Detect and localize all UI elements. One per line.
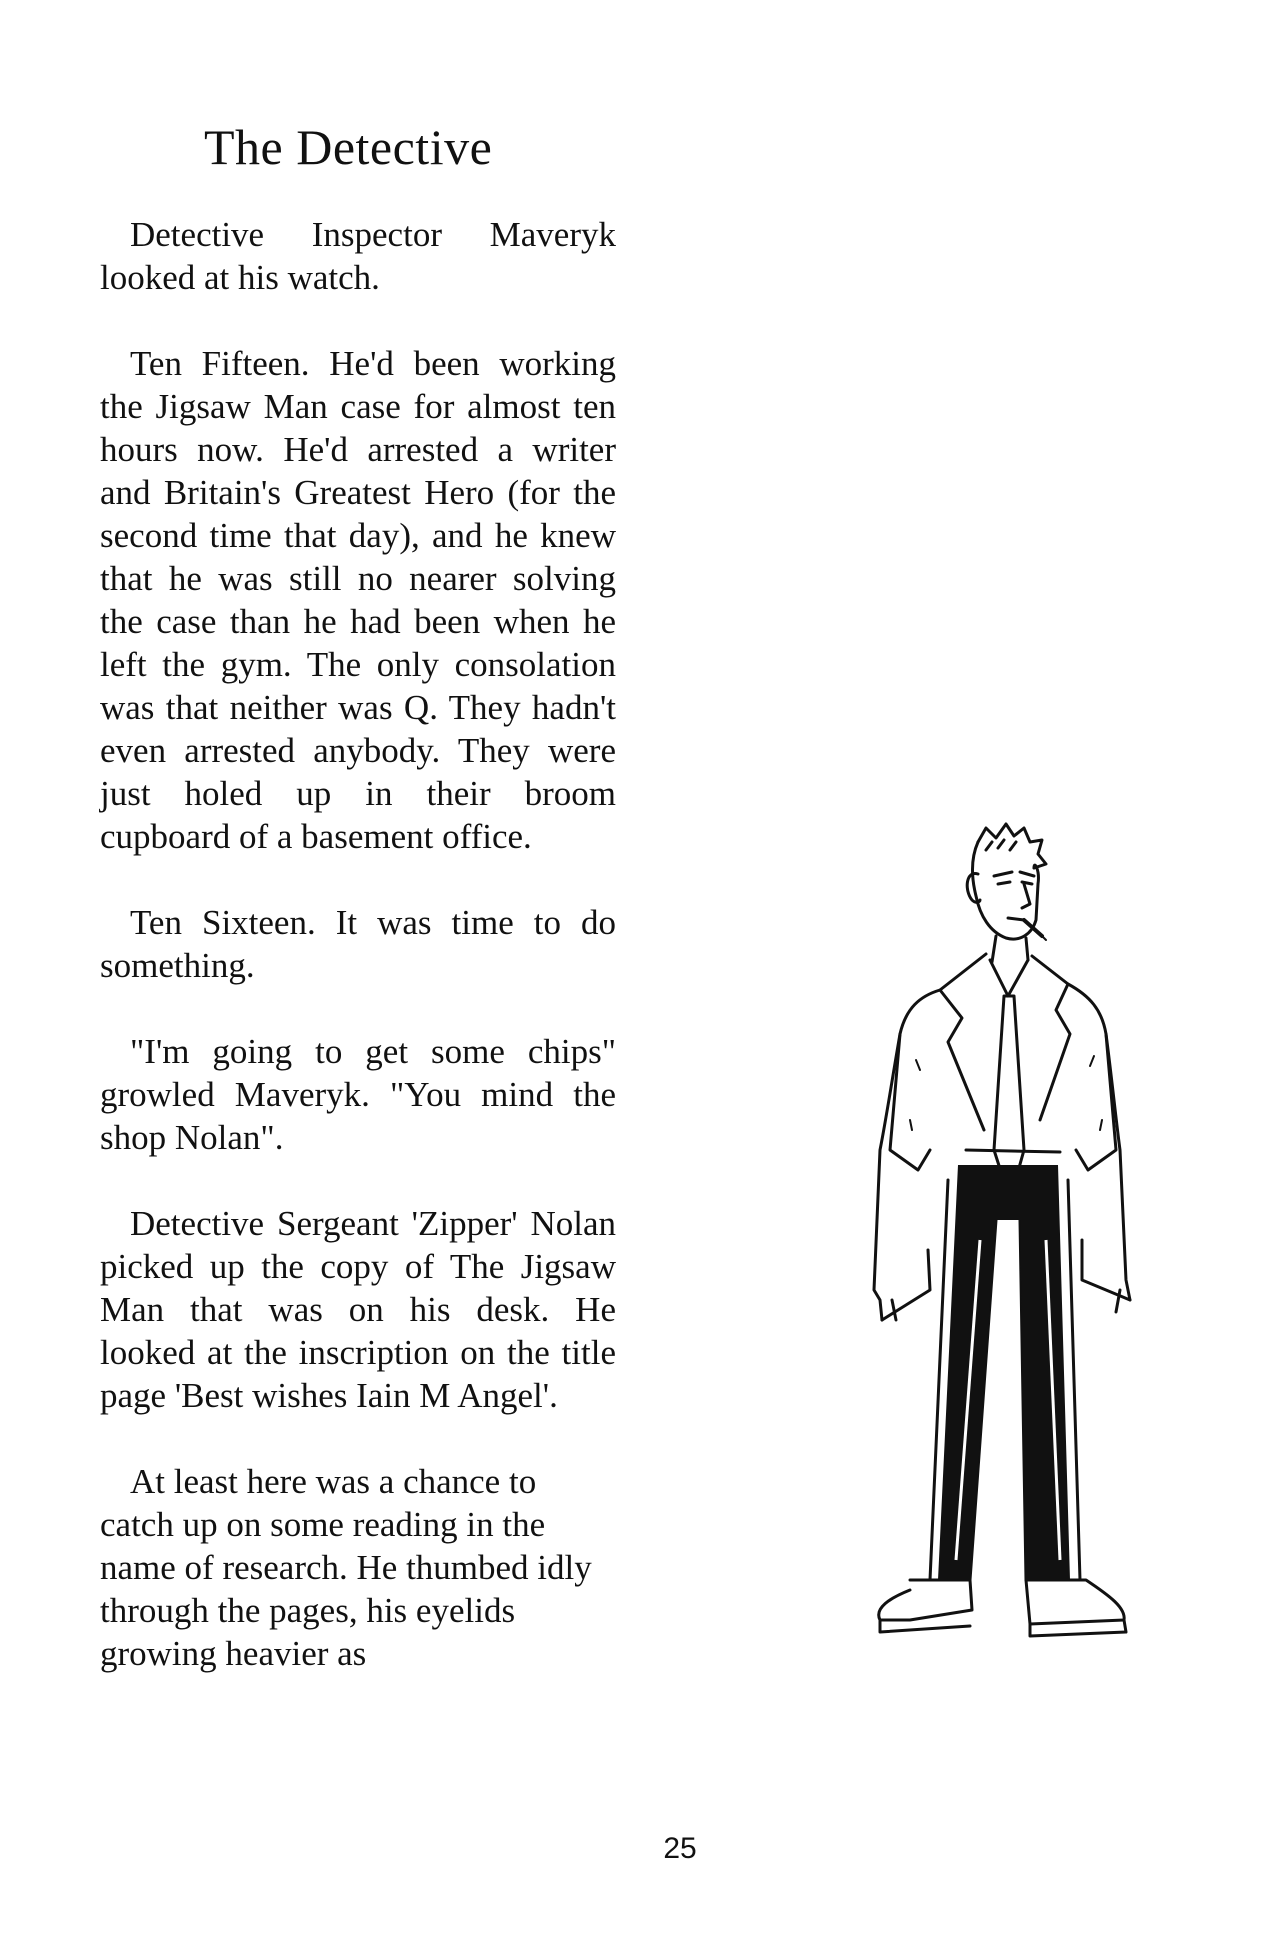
paragraph: Ten Fifteen. He'd been working the Jigsaw Man case for almost ten hours now. He'd arrested a writer and Britain's Greatest Hero (for the second time that day), and he knew that he was still no nearer solving the case than he had been when he left the gym. The only consolation was that neither was Q. They hadn't even arrested anybody. They were just holed up in their broom cupboard of a basement office. [100,344,616,856]
paragraph: At least here was a chance to catch up on some reading in the name of research. He thumbed idly through the pages, his eyelids growing heavier as [100,1462,592,1673]
paragraph: Detective Inspector Maveryk looked at his watch. [100,215,616,297]
page-number: 25 [663,1832,697,1865]
paragraph: Detective Sergeant 'Zipper' Nolan picked up the copy of The Jigsaw Man that was on his desk. He looked at the inscription on the title page 'Best wishes Iain M Angel'. [100,1204,616,1415]
paragraph: Ten Sixteen. It was time to do something. [100,903,616,985]
chapter-title: The Detective [204,119,493,175]
text-column [100,213,616,1675]
paragraph: "I'm going to get some chips" growled Maveryk. "You mind the shop Nolan". [100,1032,616,1157]
detective-figure-icon [820,820,1140,1690]
